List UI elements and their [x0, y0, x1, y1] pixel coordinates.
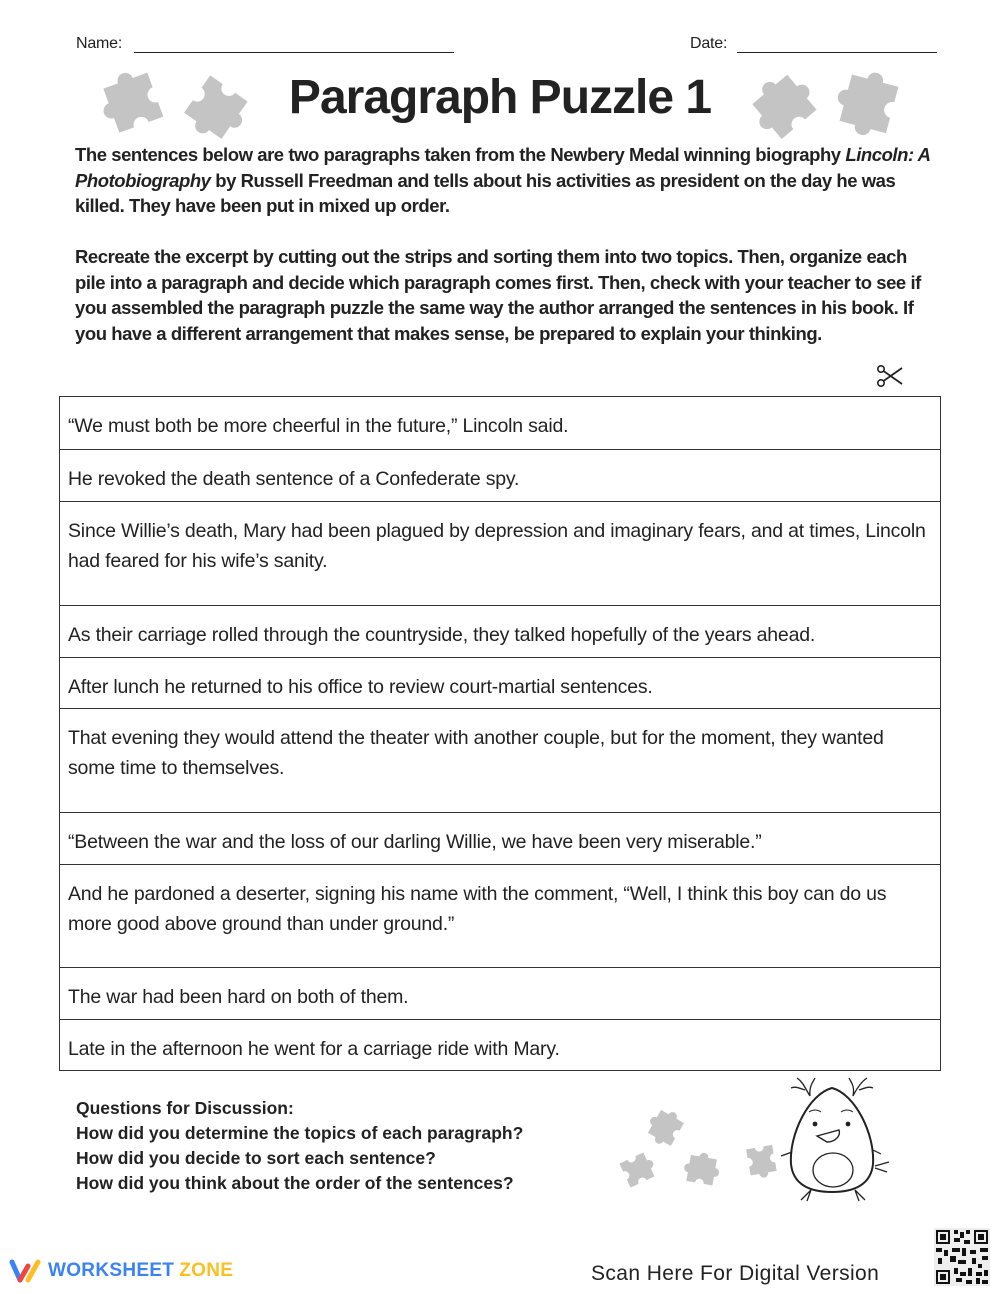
question-item: How did you determine the topics of each paragraph? [76, 1123, 524, 1143]
brand-name-part1: WORKSHEET [48, 1260, 175, 1281]
worksheetzone-logo-icon [8, 1258, 48, 1284]
page-title: Paragraph Puzzle 1 [288, 71, 712, 124]
sentence-strip[interactable]: He revoked the death sentence of a Confederate spy. [60, 449, 940, 501]
puzzle-piece-icon [644, 1104, 690, 1148]
sentence-strip[interactable]: That evening they would attend the theater with another couple, but for the moment, they wanted some time to themselves. [60, 708, 940, 812]
question-item: How did you decide to sort each sentence? [76, 1148, 436, 1168]
scissors-icon [876, 364, 904, 388]
questions-heading: Questions for Discussion: [76, 1098, 294, 1118]
sentence-strip[interactable]: And he pardoned a deserter, signing his name with the comment, “Well, I think this boy can do us more good above ground than under ground.” [60, 864, 940, 967]
question-item: How did you think about the order of the sentences? [76, 1173, 514, 1193]
sentence-strips [59, 396, 941, 1071]
sentence-strip[interactable]: As their carriage rolled through the countryside, they talked hopefully of the years ahead. [60, 605, 940, 657]
qr-code[interactable] [934, 1228, 990, 1286]
intro-text: by Russell Freedman and tells about his activities as president on the day he was killed. They have been put in mixed up order. [75, 169, 896, 216]
intro-paragraph-2: Recreate the excerpt by cutting out the strips and sorting them into two topics. Then, organize each pile into a paragraph and decide which paragraph comes first. Then, check with your teacher to see if you assembled the paragraph puzzle the same way the author arranged the sentences in his book. If you have a different arrangement that makes sense, be prepared to explain your thinking. [75, 246, 921, 344]
sentence-strip[interactable]: “We must both be more cheerful in the future,” Lincoln said. [68, 415, 569, 437]
intro-text: The sentences below are two paragraphs taken from the Newbery Medal winning biography [75, 144, 846, 165]
brand-name-part2: ZONE [179, 1260, 234, 1281]
book-title: Lincoln: A Photobiography [75, 144, 930, 191]
intro-paragraph-1 [75, 142, 935, 219]
egg-chick-mascot [775, 1074, 890, 1207]
scan-caption: Scan Here For Digital Version [591, 1262, 880, 1285]
sentence-strip[interactable]: The war had been hard on both of them. [60, 967, 940, 1019]
discussion-questions [76, 1096, 523, 1196]
sentence-strip[interactable]: After lunch he returned to his office to review court-martial sentences. [60, 657, 940, 708]
brand-logo[interactable] [8, 1258, 233, 1284]
date-field[interactable] [737, 52, 937, 53]
sentence-strip[interactable]: “Between the war and the loss of our darling Willie, we have been very miserable.” [60, 812, 940, 864]
sentence-strip[interactable]: Late in the afternoon he went for a carriage ride with Mary. [60, 1019, 940, 1070]
date-label: Date: [690, 35, 728, 52]
puzzle-piece-icon [680, 1146, 724, 1190]
name-label: Name: [76, 35, 123, 52]
puzzle-piece-icon [614, 1146, 658, 1190]
name-field[interactable] [134, 52, 454, 53]
sentence-strip[interactable]: Since Willie’s death, Mary had been plagued by depression and imaginary fears, and at times, Lincoln had feared for his wife’s sanity. [60, 501, 940, 605]
